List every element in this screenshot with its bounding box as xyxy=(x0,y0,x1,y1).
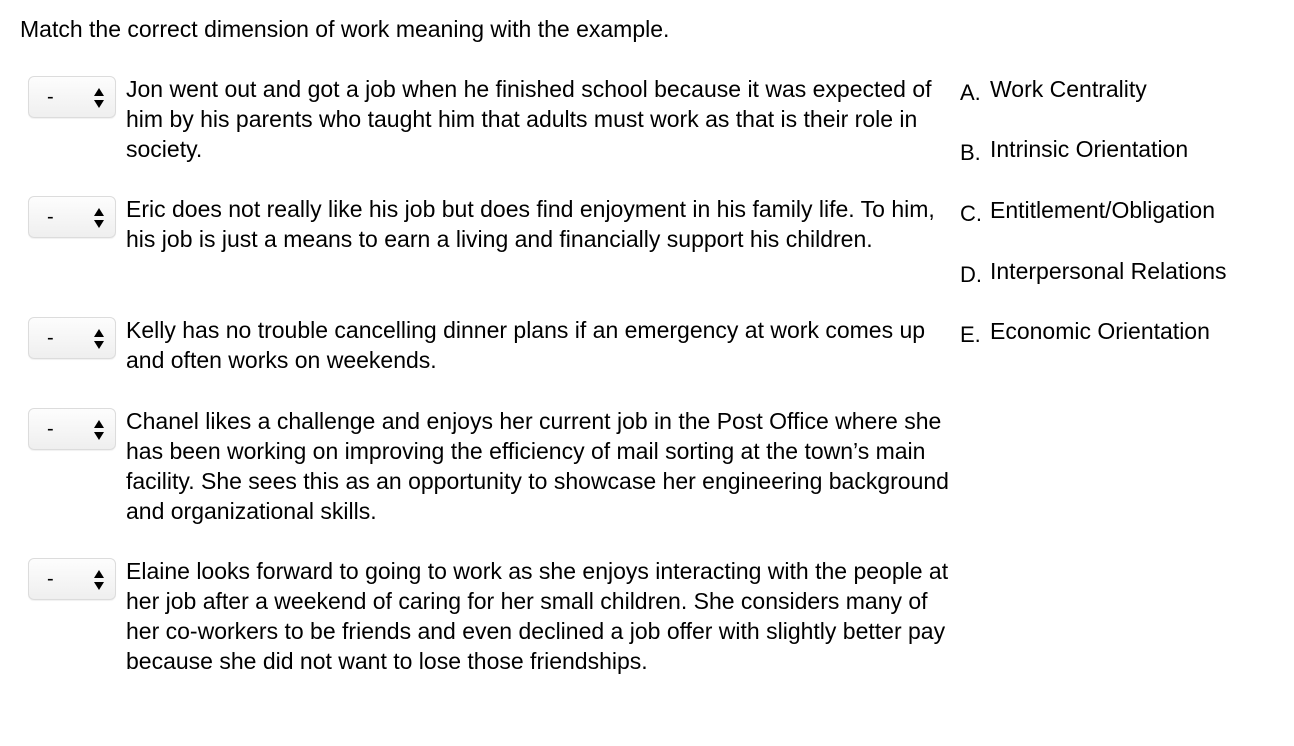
answer-letter-c: C. xyxy=(960,201,982,226)
answer-letter-b: B. xyxy=(960,140,981,165)
answer-select-4[interactable] xyxy=(28,408,116,450)
answer-text-e: Economic Orientation xyxy=(990,318,1210,344)
select-value-4: - xyxy=(47,418,54,440)
answer-select-1[interactable] xyxy=(28,76,116,118)
answer-letter-a: A. xyxy=(960,80,981,105)
question-text-3: Kelly has no trouble cancelling dinner plans if an emergency at work comes up and often works on weekends. xyxy=(126,317,926,373)
select-value-1: - xyxy=(47,86,54,108)
up-down-arrows-icon xyxy=(93,418,105,442)
answer-letter-e: E. xyxy=(960,322,981,347)
select-value-5: - xyxy=(47,568,54,590)
answer-select-3[interactable] xyxy=(28,317,116,359)
question-text-4: Chanel likes a challenge and enjoys her current job in the Post Office where she has been working on improving the efficiency of mail sorting at the town’s main facility. She sees this as an opportunity to showcase her engineering background and organizational skills. xyxy=(126,408,949,524)
answer-select-5[interactable] xyxy=(28,558,116,600)
answer-text-c: Entitlement/Obligation xyxy=(990,197,1216,223)
answer-select-2[interactable] xyxy=(28,196,116,238)
instruction-text: Match the correct dimension of work meaning with the example. xyxy=(20,16,670,42)
up-down-arrows-icon xyxy=(93,568,105,592)
up-down-arrows-icon xyxy=(93,86,105,110)
question-text-2: Eric does not really like his job but does find enjoyment in his family life. To him, his job is just a means to earn a living and financially support his children. xyxy=(126,196,935,252)
question-text-5: Elaine looks forward to going to work as she enjoys interacting with the people at her job after a weekend of caring for her small children. She considers many of her co-workers to be friends and even declined a job offer with slightly better pay because she did not want to lose those friendships. xyxy=(126,558,949,674)
question-text-1: Jon went out and got a job when he finished school because it was expected of him by his parents who taught him that adults must work as that is their role in society. xyxy=(126,76,932,162)
up-down-arrows-icon xyxy=(93,206,105,230)
select-value-3: - xyxy=(47,327,54,349)
up-down-arrows-icon xyxy=(93,327,105,351)
answer-text-a: Work Centrality xyxy=(990,76,1147,102)
select-value-2: - xyxy=(47,206,54,228)
answer-text-d: Interpersonal Relations xyxy=(990,258,1227,284)
answer-text-b: Intrinsic Orientation xyxy=(990,136,1189,162)
answer-letter-d: D. xyxy=(960,262,982,287)
